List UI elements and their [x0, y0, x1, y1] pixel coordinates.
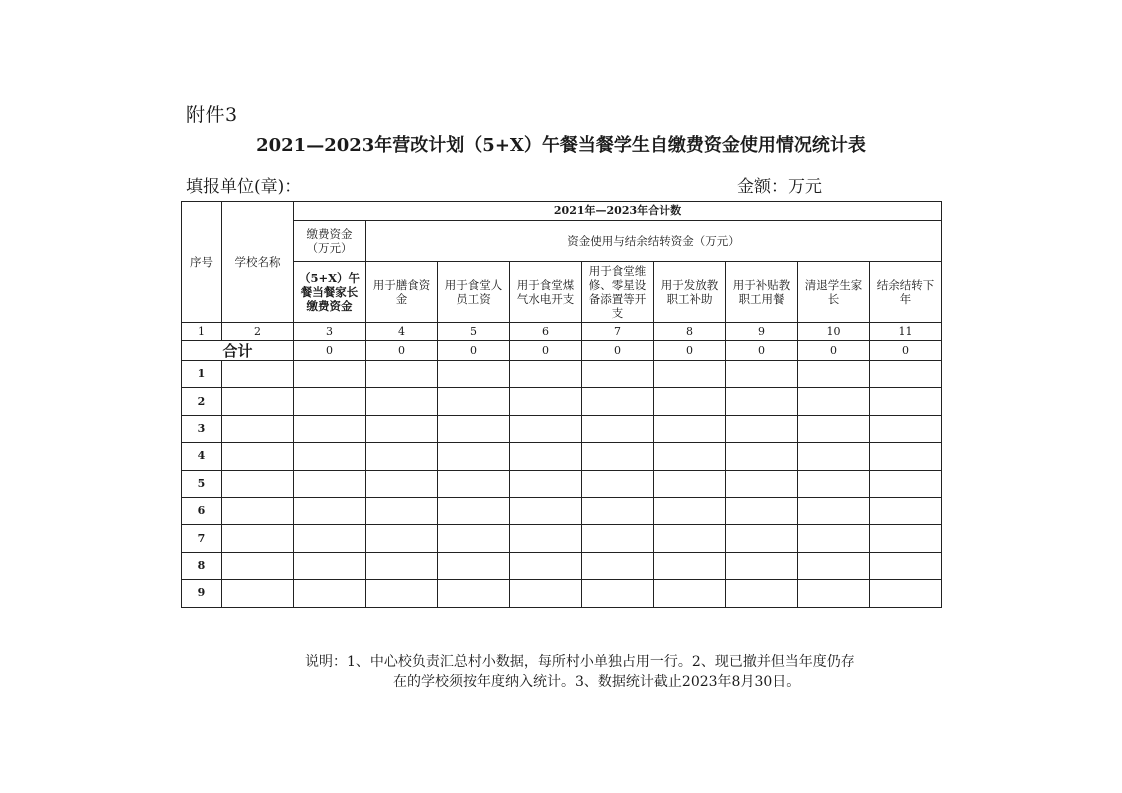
amount-unit-label: 金额：万元: [737, 177, 822, 197]
table-row: [182, 580, 942, 607]
value-cell[interactable]: [798, 580, 870, 607]
header-paid-funds: 缴费资金（万元）: [294, 221, 366, 262]
header-school-name: 学校名称: [222, 202, 294, 323]
column-number: 1: [182, 323, 222, 341]
value-cell[interactable]: [870, 525, 942, 552]
column-number: 9: [726, 323, 798, 341]
value-cell[interactable]: [654, 361, 726, 388]
value-cell[interactable]: [510, 361, 582, 388]
school-name-cell[interactable]: [222, 388, 294, 415]
school-name-cell[interactable]: [222, 415, 294, 442]
value-cell[interactable]: [654, 415, 726, 442]
table-row: [182, 388, 942, 415]
table-row: [182, 415, 942, 442]
row-seq: 7: [182, 525, 222, 552]
value-cell[interactable]: [726, 415, 798, 442]
value-cell[interactable]: [438, 552, 510, 579]
subheader-8: 用于发放教职工补助: [654, 262, 726, 323]
value-cell[interactable]: [366, 525, 438, 552]
value-cell[interactable]: [798, 415, 870, 442]
note-line-1: 说明：1、中心校负责汇总村小数据，每所村小单独占用一行。2、现已撤并但当年度仍存: [305, 654, 855, 670]
value-cell[interactable]: [510, 443, 582, 470]
value-cell[interactable]: [798, 525, 870, 552]
table-row: [182, 443, 942, 470]
row-seq: 4: [182, 443, 222, 470]
value-cell[interactable]: [438, 415, 510, 442]
value-cell[interactable]: [870, 415, 942, 442]
column-number: 10: [798, 323, 870, 341]
fill-unit-label: 填报单位(章)：: [186, 177, 302, 197]
value-cell[interactable]: [510, 415, 582, 442]
value-cell[interactable]: [438, 580, 510, 607]
subheader-4: 用于膳食资金: [366, 262, 438, 323]
statistics-table: [181, 201, 942, 608]
total-value: 0: [798, 341, 870, 361]
value-cell[interactable]: [510, 525, 582, 552]
value-cell[interactable]: [870, 497, 942, 524]
row-seq: 8: [182, 552, 222, 579]
school-name-cell[interactable]: [222, 497, 294, 524]
value-cell[interactable]: [366, 443, 438, 470]
value-cell[interactable]: [726, 361, 798, 388]
value-cell[interactable]: [294, 388, 366, 415]
value-cell[interactable]: [510, 552, 582, 579]
value-cell[interactable]: [726, 580, 798, 607]
value-cell[interactable]: [654, 552, 726, 579]
value-cell[interactable]: [366, 497, 438, 524]
row-seq: 5: [182, 470, 222, 497]
value-cell[interactable]: [366, 415, 438, 442]
value-cell[interactable]: [726, 497, 798, 524]
note-text: [305, 652, 945, 692]
school-name-cell[interactable]: [222, 552, 294, 579]
value-cell[interactable]: [438, 388, 510, 415]
attachment-label: 附件3: [186, 104, 238, 126]
school-name-cell[interactable]: [222, 361, 294, 388]
table-row: [182, 552, 942, 579]
value-cell[interactable]: [294, 470, 366, 497]
value-cell[interactable]: [366, 361, 438, 388]
value-cell[interactable]: [654, 580, 726, 607]
total-value: 0: [726, 341, 798, 361]
row-seq: 2: [182, 388, 222, 415]
value-cell[interactable]: [582, 361, 654, 388]
value-cell[interactable]: [654, 470, 726, 497]
value-cell[interactable]: [438, 470, 510, 497]
total-value: 0: [294, 341, 366, 361]
column-number: 7: [582, 323, 654, 341]
value-cell[interactable]: [438, 525, 510, 552]
value-cell[interactable]: [510, 470, 582, 497]
value-cell[interactable]: [798, 552, 870, 579]
value-cell[interactable]: [870, 552, 942, 579]
row-seq: 1: [182, 361, 222, 388]
value-cell[interactable]: [798, 470, 870, 497]
value-cell[interactable]: [726, 552, 798, 579]
value-cell[interactable]: [798, 443, 870, 470]
value-cell[interactable]: [438, 497, 510, 524]
value-cell[interactable]: [510, 497, 582, 524]
value-cell[interactable]: [294, 415, 366, 442]
value-cell[interactable]: [582, 580, 654, 607]
value-cell[interactable]: [438, 361, 510, 388]
header-seq: 序号: [182, 202, 222, 323]
value-cell[interactable]: [294, 361, 366, 388]
school-name-cell[interactable]: [222, 470, 294, 497]
value-cell[interactable]: [582, 415, 654, 442]
column-number: 8: [654, 323, 726, 341]
value-cell[interactable]: [294, 497, 366, 524]
total-value: 0: [438, 341, 510, 361]
column-number: 5: [438, 323, 510, 341]
value-cell[interactable]: [438, 443, 510, 470]
row-seq: 9: [182, 580, 222, 607]
value-cell[interactable]: [582, 470, 654, 497]
value-cell[interactable]: [582, 443, 654, 470]
value-cell[interactable]: [870, 388, 942, 415]
table-row: [182, 525, 942, 552]
value-cell[interactable]: [798, 497, 870, 524]
school-name-cell[interactable]: [222, 443, 294, 470]
subheader-10: 清退学生家长: [798, 262, 870, 323]
table-row: [182, 470, 942, 497]
column-number: 4: [366, 323, 438, 341]
value-cell[interactable]: [654, 443, 726, 470]
value-cell[interactable]: [294, 580, 366, 607]
header-group-total: 2021年—2023年合计数: [294, 202, 942, 221]
value-cell[interactable]: [726, 443, 798, 470]
value-cell[interactable]: [870, 443, 942, 470]
subheader-7: 用于食堂维修、零星设备添置等开支: [582, 262, 654, 323]
school-name-cell[interactable]: [222, 580, 294, 607]
row-seq: 3: [182, 415, 222, 442]
subheader-9: 用于补贴教职工用餐: [726, 262, 798, 323]
document-title: 2021—2023年营改计划（5+X）午餐当餐学生自缴费资金使用情况统计表: [256, 135, 866, 156]
school-name-cell[interactable]: [222, 525, 294, 552]
total-value: 0: [870, 341, 942, 361]
subheader-3: （5+X）午餐当餐家长缴费资金: [294, 262, 366, 323]
value-cell[interactable]: [582, 552, 654, 579]
value-cell[interactable]: [654, 525, 726, 552]
value-cell[interactable]: [510, 580, 582, 607]
table-row: [182, 497, 942, 524]
value-cell[interactable]: [870, 361, 942, 388]
column-number: 11: [870, 323, 942, 341]
column-number: 6: [510, 323, 582, 341]
value-cell[interactable]: [726, 388, 798, 415]
value-cell[interactable]: [582, 497, 654, 524]
subheader-5: 用于食堂人员工资: [438, 262, 510, 323]
total-value: 0: [654, 341, 726, 361]
subheader-11: 结余结转下年: [870, 262, 942, 323]
value-cell[interactable]: [798, 361, 870, 388]
value-cell[interactable]: [366, 388, 438, 415]
value-cell[interactable]: [582, 525, 654, 552]
value-cell[interactable]: [582, 388, 654, 415]
value-cell[interactable]: [798, 388, 870, 415]
total-value: 0: [582, 341, 654, 361]
header-usage-funds: 资金使用与结余结转资金（万元）: [366, 221, 942, 262]
value-cell[interactable]: [294, 443, 366, 470]
value-cell[interactable]: [726, 525, 798, 552]
value-cell[interactable]: [870, 580, 942, 607]
value-cell[interactable]: [510, 388, 582, 415]
value-cell[interactable]: [654, 497, 726, 524]
value-cell[interactable]: [870, 470, 942, 497]
value-cell[interactable]: [366, 470, 438, 497]
column-number: 2: [222, 323, 294, 341]
subheader-6: 用于食堂煤气水电开支: [510, 262, 582, 323]
total-label: 合计: [182, 341, 294, 361]
value-cell[interactable]: [654, 388, 726, 415]
value-cell[interactable]: [726, 470, 798, 497]
column-number: 3: [294, 323, 366, 341]
total-value: 0: [366, 341, 438, 361]
table-row: [182, 361, 942, 388]
value-cell[interactable]: [366, 580, 438, 607]
value-cell[interactable]: [294, 552, 366, 579]
value-cell[interactable]: [294, 525, 366, 552]
total-value: 0: [510, 341, 582, 361]
note-line-2: 在的学校须按年度纳入统计。3、数据统计截止2023年8月30日。: [393, 674, 801, 690]
value-cell[interactable]: [366, 552, 438, 579]
row-seq: 6: [182, 497, 222, 524]
